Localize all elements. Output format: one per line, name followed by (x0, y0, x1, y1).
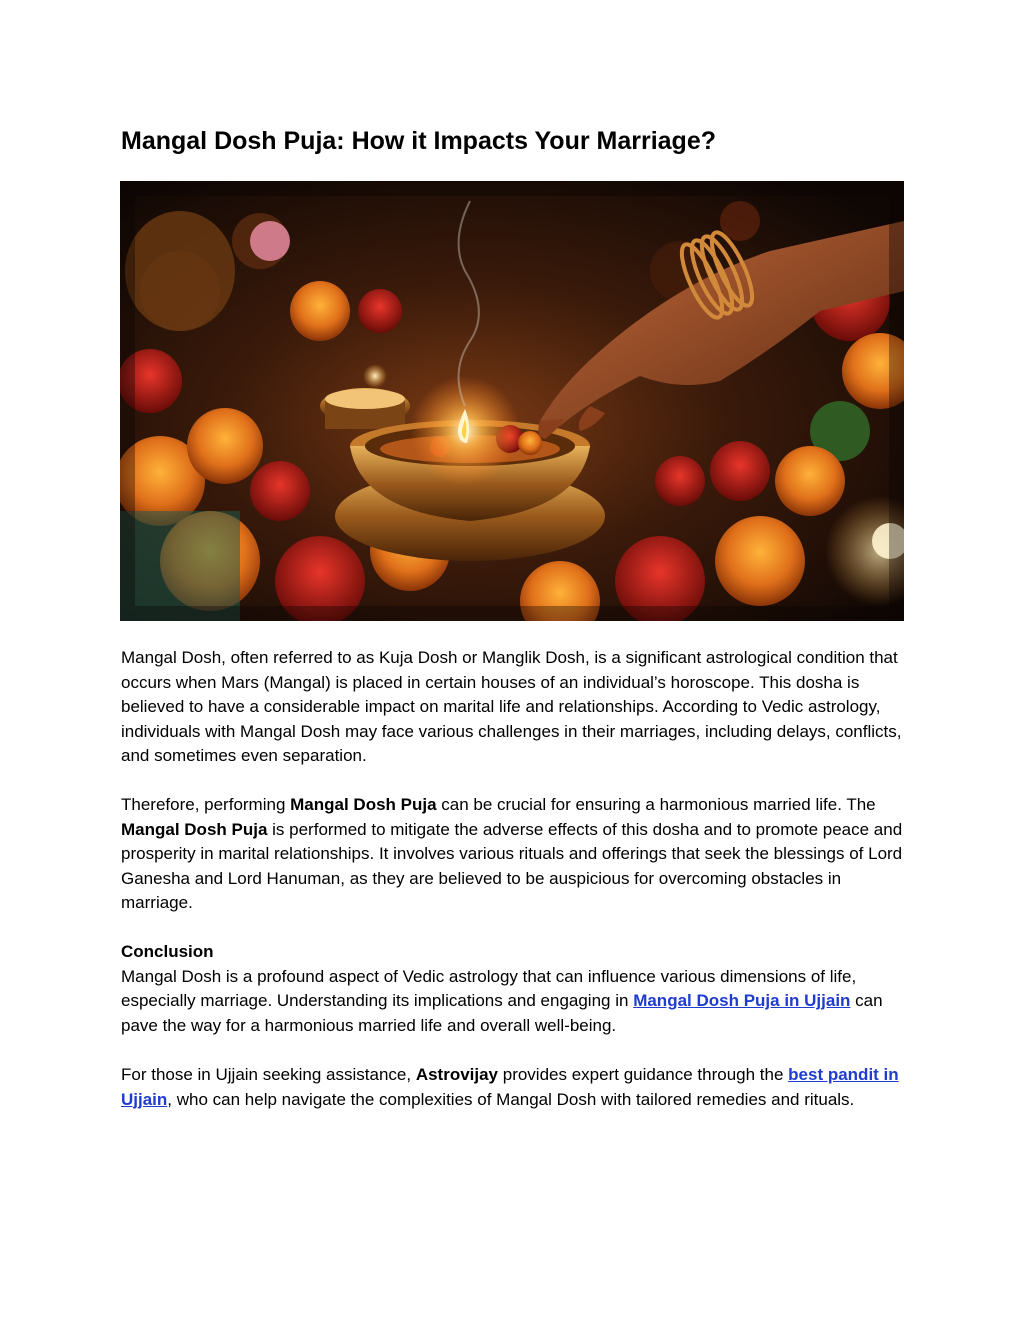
astrovijay-paragraph (121, 1063, 911, 1112)
conclusion-section (121, 940, 911, 1038)
puja-keyword-2: Mangal Dosh Puja (121, 819, 268, 839)
best-pandit-ujjain-link[interactable]: best pandit in Ujjain (121, 1065, 899, 1109)
astrovijay-text-1: For those in Ujjain seeking assistance, (121, 1065, 416, 1084)
puja-paragraph (121, 793, 911, 916)
diya-puja-illustration (120, 181, 904, 621)
mangal-dosh-puja-ujjain-link[interactable]: Mangal Dosh Puja in Ujjain (633, 991, 851, 1010)
intro-paragraph: Mangal Dosh, often referred to as Kuja Dosh or Manglik Dosh, is a significant astrological condition that occurs when Mars (Mangal) is placed in certain houses of an individual’s horoscope. This dosha is believed to have a considerable impact on marital life and relationships. According to Vedic astrology, individuals with Mangal Dosh may face various challenges in their marriages, including delays, conflicts, and sometimes even separation. (121, 648, 902, 765)
conclusion-heading: Conclusion (121, 942, 214, 961)
puja-text-1: Therefore, performing (121, 795, 291, 814)
puja-keyword-1: Mangal Dosh Puja (290, 795, 437, 814)
conclusion-text-2: can pave the way for a harmonious married life and overall well-being. (121, 991, 883, 1035)
diya-puja-photo (120, 181, 904, 621)
page-title: Mangal Dosh Puja: How it Impacts Your Marriage? (121, 127, 717, 155)
astrovijay-text-3: , who can help navigate the complexities of Mangal Dosh with tailored remedies and rituals. (167, 1089, 855, 1109)
conclusion-text-1: Mangal Dosh is a profound aspect of Vedic astrology that can influence various dimensions of life, especially marriage. Understanding its implications and engaging in (121, 966, 857, 1010)
puja-text-2: can be crucial for ensuring a harmonious married life. The (436, 795, 876, 814)
astrovijay-text-2: provides expert guidance through the (498, 1065, 789, 1084)
astrovijay-brand: Astrovijay (415, 1065, 499, 1084)
puja-text-3: is performed to mitigate the adverse effects of this dosha and to promote peace and prosperity in marital relationships. It involves various rituals and offerings that seek the blessings of Lord Ganesha and Lord Hanuman, as they are believed to be auspicious for overcoming obstacles in marriage. (121, 819, 903, 912)
